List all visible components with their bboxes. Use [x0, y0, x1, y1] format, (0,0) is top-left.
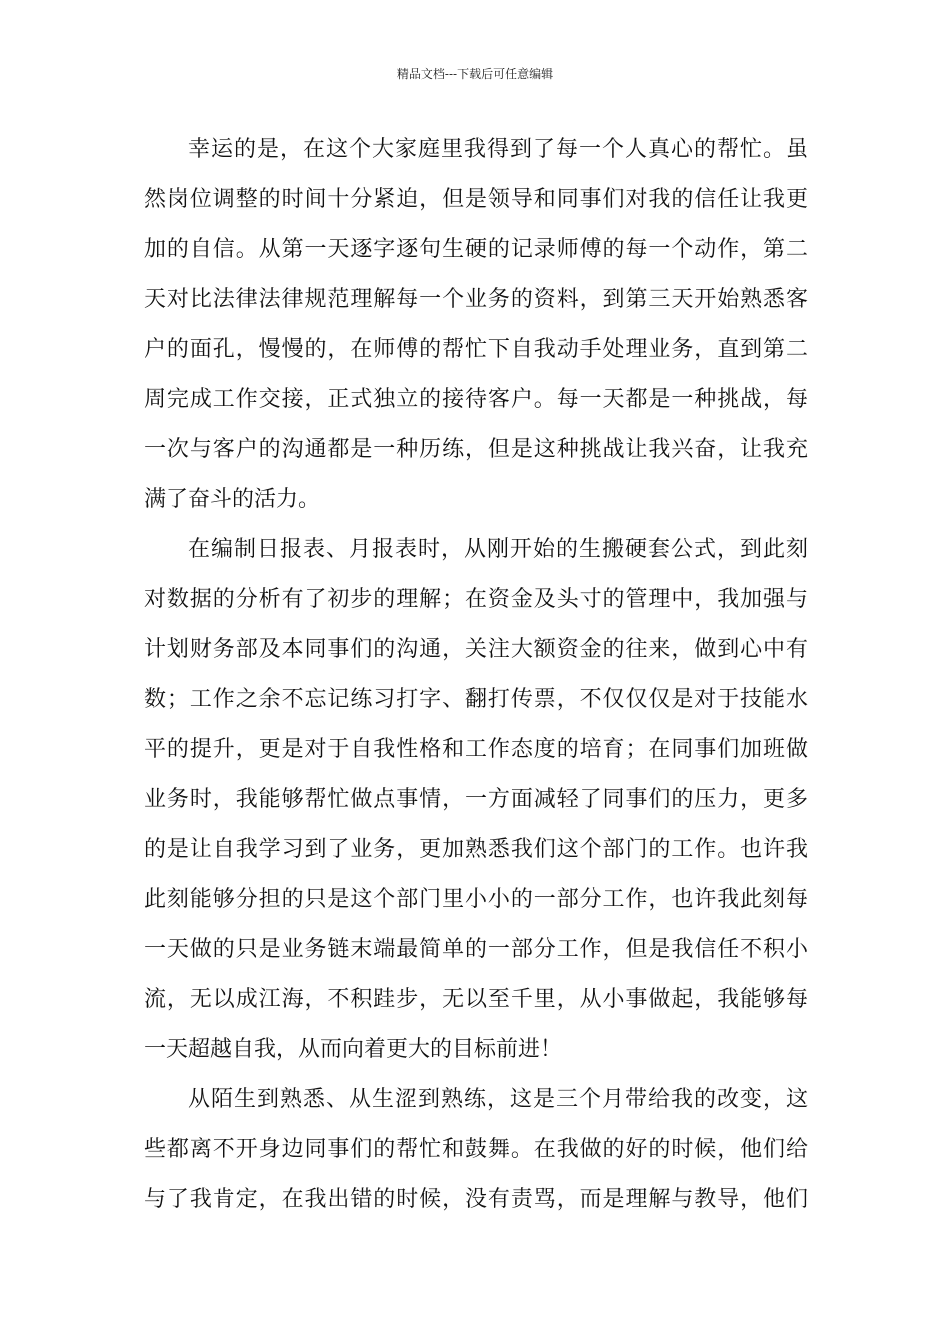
paragraph-line: 业务时，我能够帮忙做点事情，一方面减轻了同事们的压力，更多 — [144, 787, 808, 812]
paragraph-line: 从陌生到熟悉、从生涩到熟练，这是三个月带给我的改变，这 — [188, 1087, 808, 1112]
paragraph-line: 与了我肯定，在我出错的时候，没有责骂，而是理解与教导，他们 — [144, 1187, 808, 1212]
paragraph-line: 满了奋斗的活力。 — [144, 487, 321, 512]
paragraph-line: 此刻能够分担的只是这个部门里小小的一部分工作，也许我此刻每 — [144, 887, 808, 912]
paragraph-line: 一天超越自我，从而向着更大的目标前进！ — [144, 1037, 563, 1062]
paragraph-line: 数；工作之余不忘记练习打字、翻打传票，不仅仅仅是对于技能水 — [144, 687, 808, 712]
page-header: 精品文档---下载后可任意编辑 — [396, 67, 554, 81]
paragraph-line: 平的提升，更是对于自我性格和工作态度的培育；在同事们加班做 — [144, 737, 808, 762]
paragraph-2 — [144, 530, 808, 1080]
paragraph-line: 计划财务部及本同事们的沟通，关注大额资金的往来，做到心中有 — [144, 637, 808, 662]
paragraph-line: 在编制日报表、月报表时，从刚开始的生搬硬套公式，到此刻 — [188, 537, 808, 562]
paragraph-line: 些都离不开身边同事们的帮忙和鼓舞。在我做的好的时候，他们给 — [144, 1137, 808, 1162]
paragraph-line: 然岗位调整的时间十分紧迫，但是领导和同事们对我的信任让我更 — [144, 187, 808, 212]
paragraph-line: 天对比法律法律规范理解每一个业务的资料，到第三天开始熟悉客 — [144, 287, 808, 312]
paragraph-line: 对数据的分析有了初步的理解；在资金及头寸的管理中，我加强与 — [144, 587, 808, 612]
paragraph-line: 的是让自我学习到了业务，更加熟悉我们这个部门的工作。也许我 — [144, 837, 808, 862]
paragraph-line: 周完成工作交接，正式独立的接待客户。每一天都是一种挑战，每 — [144, 387, 808, 412]
paragraph-line: 流，无以成江海，不积跬步，无以至千里，从小事做起，我能够每 — [144, 987, 808, 1012]
paragraph-line: 加的自信。从第一天逐字逐句生硬的记录师傅的每一个动作，第二 — [144, 237, 808, 262]
paragraph-line: 一次与客户的沟通都是一种历练，但是这种挑战让我兴奋，让我充 — [144, 437, 808, 462]
document-body — [144, 130, 808, 1230]
paragraph-3 — [144, 1080, 808, 1230]
paragraph-line: 户的面孔，慢慢的，在师傅的帮忙下自我动手处理业务，直到第二 — [144, 337, 808, 362]
paragraph-line: 一天做的只是业务链末端最简单的一部分工作，但是我信任不积小 — [144, 937, 808, 962]
paragraph-1 — [144, 130, 808, 530]
paragraph-line: 幸运的是，在这个大家庭里我得到了每一个人真心的帮忙。虽 — [188, 137, 808, 162]
